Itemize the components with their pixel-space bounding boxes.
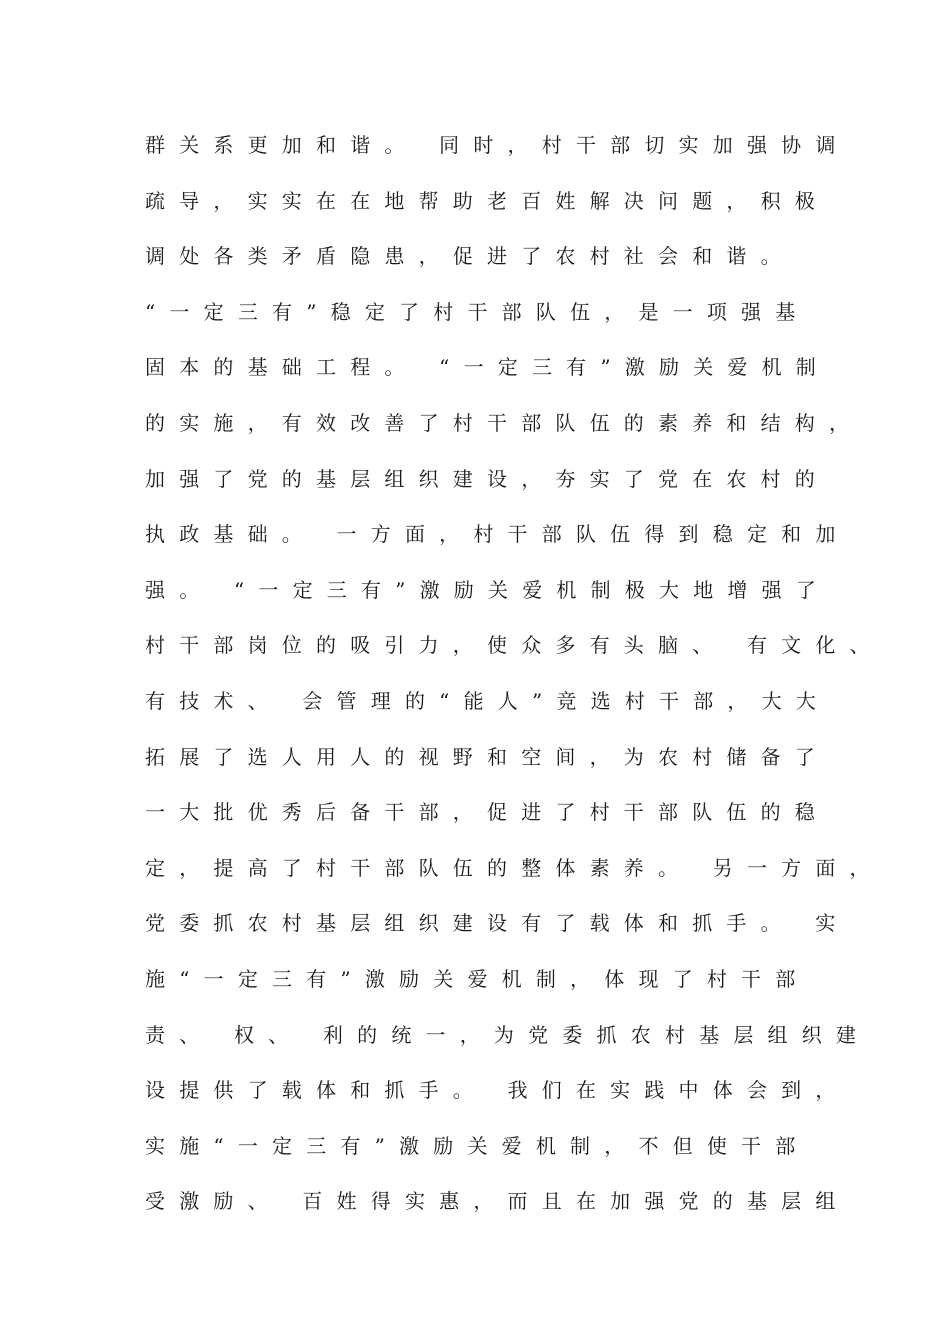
text-line: 执政基础。 一方面，村干部队伍得到稳定和加	[145, 522, 850, 547]
text-line: 加强了党的基层组织建设，夯实了党在农村的	[145, 466, 829, 491]
text-line: 受激励、 百姓得实惠，而且在加强党的基层组	[145, 1189, 850, 1214]
text-line: 有技术、 会管理的“能人”竞选村干部，大大	[145, 688, 831, 713]
text-line: 强。 “一定三有”激励关爱机制极大地增强了	[145, 577, 831, 602]
text-line: 一大批优秀后备干部，促进了村干部队伍的稳	[145, 800, 829, 825]
text-line: 责、 权、 利的统一，为党委抓农村基层组织建	[145, 1022, 871, 1047]
text-line: 党委抓农村基层组织建设有了载体和抓手。 实	[145, 911, 850, 936]
text-line: 村干部岗位的吸引力，使众多有头脑、 有文化、	[145, 633, 884, 658]
text-line: “一定三有”稳定了村干部队伍，是一项强基	[145, 299, 810, 324]
text-line: 群关系更加和谐。 同时，村干部切实加强协调	[145, 133, 850, 157]
document-body-text	[145, 129, 925, 1241]
text-line: 定，提高了村干部队伍的整体素养。 另一方面，	[145, 855, 884, 880]
text-line: 疏导，实实在在地帮助老百姓解决问题，积极	[145, 188, 829, 213]
text-line: 拓展了选人用人的视野和空间，为农村储备了	[145, 744, 829, 769]
text-line: 实施“一定三有”激励关爱机制，不但使干部	[145, 1133, 810, 1158]
text-line: 固本的基础工程。 “一定三有”激励关爱机制	[145, 355, 831, 380]
text-line: 设提供了载体和抓手。 我们在实践中体会到，	[145, 1078, 850, 1103]
text-line: 的实施，有效改善了村干部队伍的素养和结构，	[145, 410, 864, 435]
text-line: 调处各类矛盾隐患，促进了农村社会和谐。	[145, 244, 795, 269]
text-line: 施“一定三有”激励关爱机制，体现了村干部	[145, 966, 810, 991]
